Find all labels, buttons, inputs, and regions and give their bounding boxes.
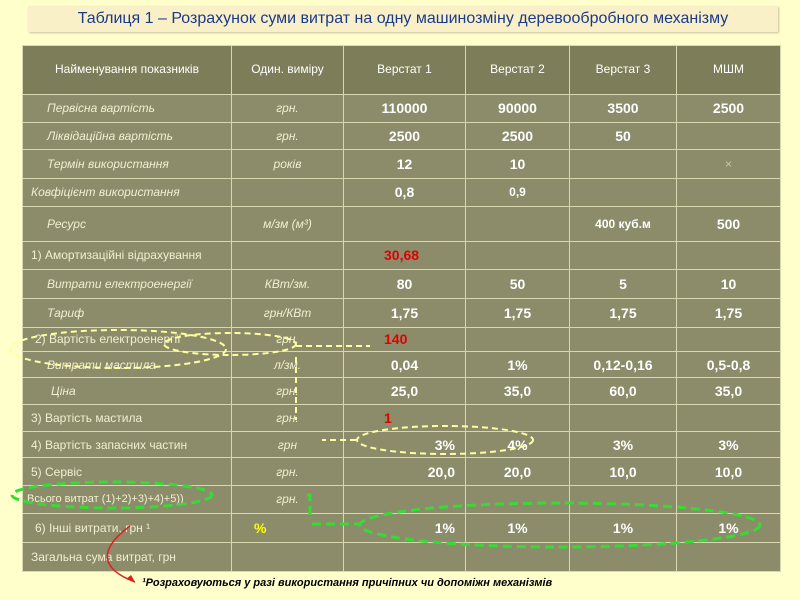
value-cell: 20,0 <box>466 458 570 485</box>
value-cell: × <box>677 150 781 178</box>
value-cell: 50 <box>570 123 677 150</box>
footnote: ¹Розраховуються у разі використання причіпних чи допоміжн механізмів <box>142 577 553 589</box>
value-cell: 0,04 <box>344 352 466 378</box>
value-cell: 80 <box>344 269 466 298</box>
row-unit: грн. <box>232 123 344 150</box>
row-unit: грн. <box>232 458 344 485</box>
value-cell: 60,0 <box>570 378 677 404</box>
value-cell: 500 <box>677 207 781 241</box>
value-cell: 10 <box>466 150 570 178</box>
value-cell: 35,0 <box>677 378 781 404</box>
highlight-ellipse-other-costs <box>360 503 760 547</box>
value-cell: 1,75 <box>344 299 466 327</box>
value-cell: 10 <box>677 269 781 298</box>
value-cell: 1,75 <box>570 299 677 327</box>
row-unit: КВт/зм. <box>232 269 344 298</box>
green-highlight-group <box>12 482 760 547</box>
value-cell: 12 <box>344 150 466 178</box>
row-unit: грн. <box>232 94 344 122</box>
value-cell: 4% <box>466 432 570 458</box>
row-label: Витрати електроенергії <box>23 269 232 298</box>
value-cell: 0,9 <box>466 178 570 206</box>
row-unit: % <box>232 514 344 542</box>
value-cell: 3% <box>677 432 781 458</box>
value-cell: 1% <box>344 514 466 542</box>
row-label: 4) Вартість запасних частин <box>23 432 232 458</box>
header-cell: Верстат 1 <box>344 46 466 95</box>
value-cell: 10,0 <box>677 458 781 485</box>
row-unit: грн <box>232 432 344 458</box>
row-label: Загальна сума витрат, грн <box>23 542 232 571</box>
row-label: Ковфіцієнт використання <box>23 178 232 206</box>
row-label: Тариф <box>23 299 232 327</box>
value-cell: 1% <box>466 514 570 542</box>
value-cell: 2500 <box>344 123 466 150</box>
value-cell: 1% <box>466 352 570 378</box>
row-unit: грн. <box>232 404 344 431</box>
value-cell: 1,75 <box>677 299 781 327</box>
value-cell: 140 <box>344 327 466 351</box>
row-unit: років <box>232 150 344 178</box>
highlight-ellipse-electricity <box>10 330 226 368</box>
value-cell: 1% <box>570 514 677 542</box>
row-label: 5) Сервіс <box>23 458 232 485</box>
value-cell: 5 <box>570 269 677 298</box>
row-label: 2) Вартість електроенергії <box>23 327 232 351</box>
header-cell: Один. виміру <box>232 46 344 95</box>
row-unit: грн. <box>232 485 344 513</box>
value-cell: 1 <box>344 404 466 431</box>
row-unit: грн/КВт <box>232 299 344 327</box>
value-cell: 0,12-0,16 <box>570 352 677 378</box>
row-label: Термін використання <box>23 150 232 178</box>
header-cell: Верстат 3 <box>570 46 677 95</box>
value-cell: 30,68 <box>344 241 466 269</box>
value-cell: 35,0 <box>466 378 570 404</box>
value-cell: 2500 <box>466 123 570 150</box>
row-label: Ціна <box>23 378 232 404</box>
value-cell: 0,5-0,8 <box>677 352 781 378</box>
header-cell: Верстат 2 <box>466 46 570 95</box>
row-label: Всього витрат (1)+2)+3)+4)+5)) <box>23 485 232 513</box>
row-label: 3) Вартість мастила <box>23 404 232 431</box>
value-cell: 3% <box>570 432 677 458</box>
header-cell: Найменування показників <box>23 46 232 95</box>
footnote-arrow <box>107 526 135 582</box>
row-unit: грн. <box>232 327 344 351</box>
value-cell: 20,0 <box>344 458 466 485</box>
row-label: Ліквідаційна вартість <box>23 123 232 150</box>
row-label: Витрати мастила <box>23 352 232 378</box>
value-cell: 2500 <box>677 94 781 122</box>
highlight-ellipse-total <box>12 482 212 508</box>
row-unit: м/зм (м³) <box>232 207 344 241</box>
highlight-ellipse-parts <box>357 426 533 454</box>
row-label: Ресурс <box>23 207 232 241</box>
header-cell: МШМ <box>677 46 781 95</box>
value-cell: 400 куб.м <box>570 207 677 241</box>
highlight-ellipse-unit <box>164 333 296 355</box>
row-label: 6) Інші витрати, грн ¹ <box>23 514 232 542</box>
row-unit: л/зм. <box>232 352 344 378</box>
table-title: Таблиця 1 – Розрахунок суми витрат на одну машинозміну деревообробного механізму <box>28 6 778 32</box>
value-cell: 0,8 <box>344 178 466 206</box>
value-cell: 10,0 <box>570 458 677 485</box>
value-cell: 90000 <box>466 94 570 122</box>
value-cell: 1% <box>677 514 781 542</box>
row-label: 1) Амортизаційні відрахування <box>23 241 232 269</box>
row-unit: грн. <box>232 378 344 404</box>
connector-line <box>307 495 310 520</box>
value-cell: 3500 <box>570 94 677 122</box>
value-cell: 50 <box>466 269 570 298</box>
value-cell: 25,0 <box>344 378 466 404</box>
value-cell: 3% <box>344 432 466 458</box>
value-cell: 110000 <box>344 94 466 122</box>
yellow-highlight-group <box>10 330 533 454</box>
value-cell: 1,75 <box>466 299 570 327</box>
row-label: Первісна вартість <box>23 94 232 122</box>
